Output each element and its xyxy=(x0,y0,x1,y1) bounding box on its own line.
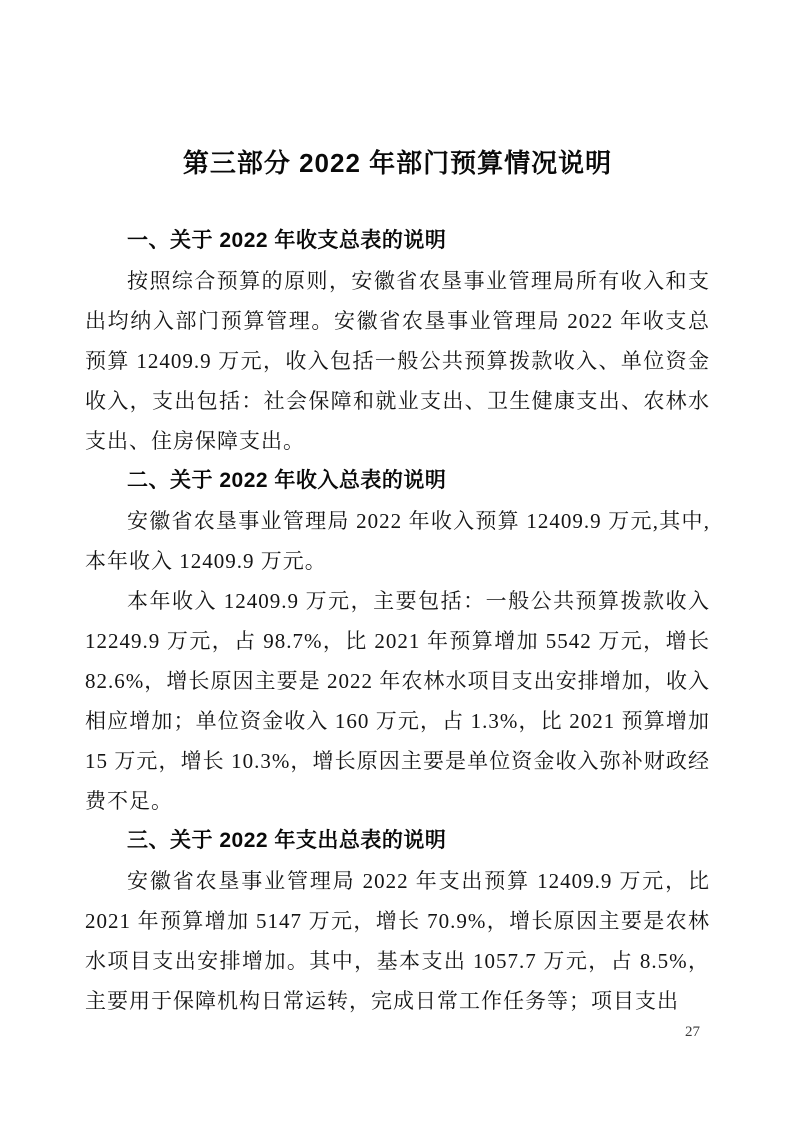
page-number: 27 xyxy=(685,1024,700,1040)
section-heading-3: 三、关于 2022 年支出总表的说明 xyxy=(127,829,447,852)
section-1-paragraph-1: 按照综合预算的原则，安徽省农垦事业管理局所有收入和支出均纳入部门预算管理。安徽省农垦事业管理局 2022 年收支总预算 12409.9 万元，收入包括一般公共预算拨款收入、单位资金收入，支出包括：社会保障和就业支出、卫生健康支出、农林水支出、住房保障支出。 xyxy=(85,269,710,453)
document-body xyxy=(85,221,710,1021)
section-2-paragraph-2: 本年收入 12409.9 万元，主要包括：一般公共预算拨款收入 12249.9 万元，占 98.7%，比 2021 年预算增加 5542 万元，增长 82.6%，增长原因主要是 2022 年农林水项目支出安排增加，收入相应增加；单位资金收入 160 万元，占 1.3%，比 2021 预算增加 15 万元，增长 10.3%，增长原因主要是单位资金收入弥补财政经费不足。 xyxy=(85,589,710,813)
section-heading-2: 二、关于 2022 年收入总表的说明 xyxy=(127,469,447,492)
section-heading-1: 一、关于 2022 年收支总表的说明 xyxy=(127,229,447,252)
section-2-paragraph-1: 安徽省农垦事业管理局 2022 年收入预算 12409.9 万元,其中,本年收入 12409.9 万元。 xyxy=(85,509,710,573)
document-title: 第三部分 2022 年部门预算情况说明 xyxy=(182,148,613,178)
section-3-paragraph-1: 安徽省农垦事业管理局 2022 年支出预算 12409.9 万元，比 2021 年预算增加 5147 万元，增长 70.9%，增长原因主要是农林水项目支出安排增加。其中，基本支出 1057.7 万元，占 8.5%，主要用于保障机构日常运转，完成日常工作任务等；项目支出 xyxy=(85,869,710,1013)
page-content xyxy=(85,137,710,1021)
